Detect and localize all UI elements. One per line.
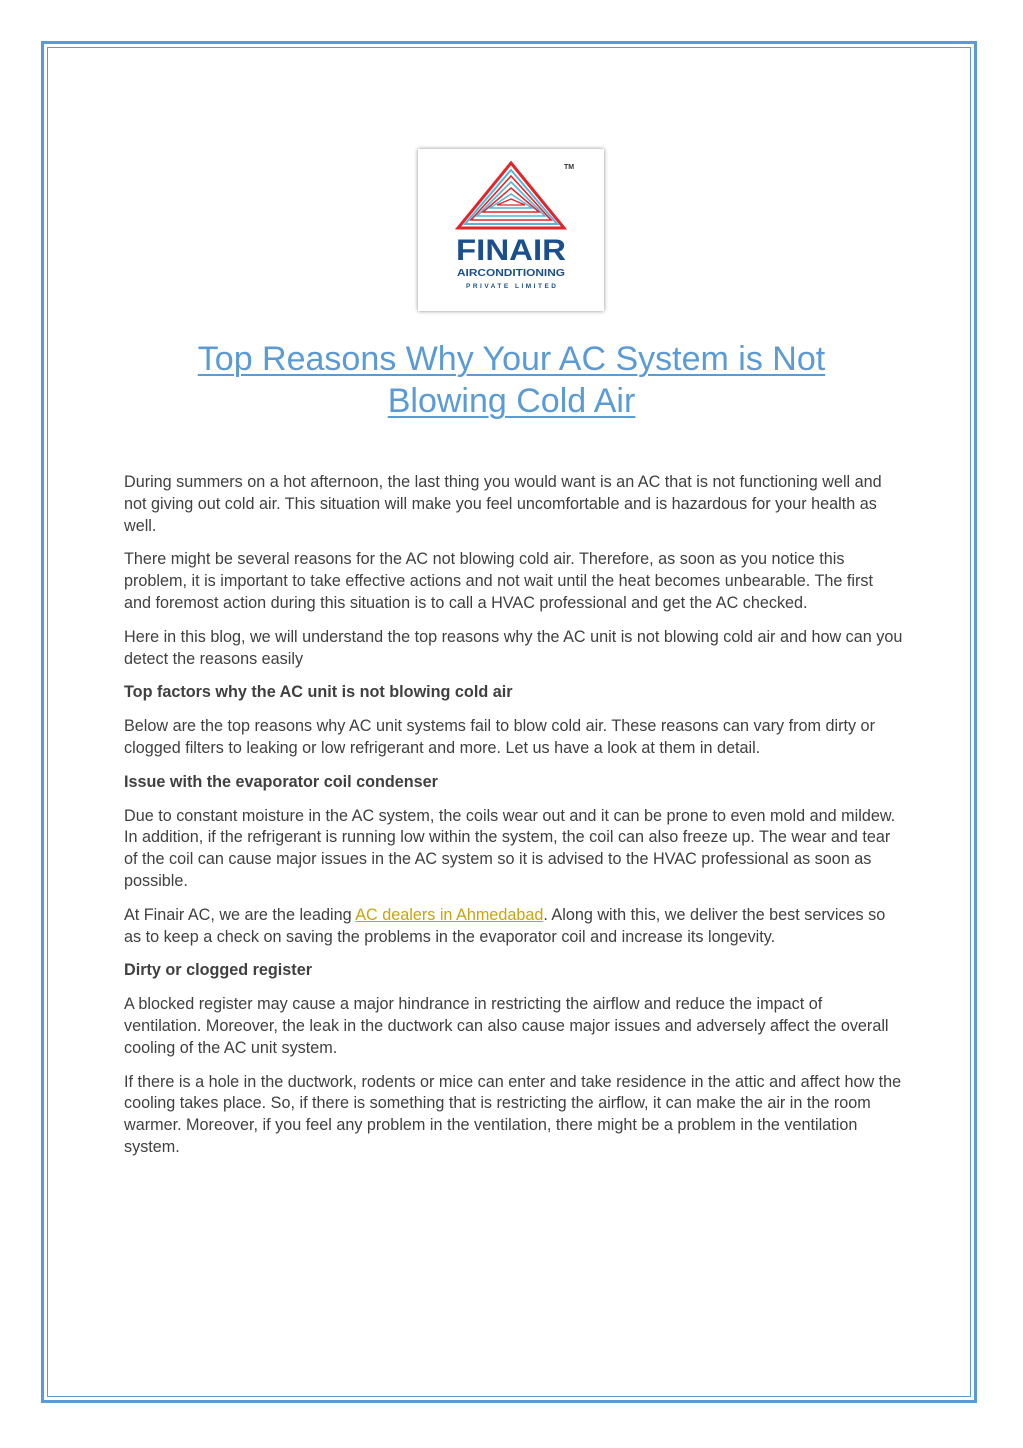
heading-dirty-register: Dirty or clogged register <box>124 961 312 980</box>
trademark-text: TM <box>564 164 575 171</box>
finair-text-before: At Finair AC, we are the leading <box>124 905 356 924</box>
paragraph-intro: During summers on a hot afternoon, the last thing you would want is an AC that is not functioning well and not giving out cold air. This situation will make you feel uncomfortable and is hazardous for your health as well. <box>124 473 882 535</box>
logo-line1-text: AIRCONDITIONING <box>457 268 566 279</box>
ac-dealers-link[interactable]: AC dealers in Ahmedabad <box>355 905 544 924</box>
paragraph-evaporator-coil: Due to constant moisture in the AC system, the coils wear out and it can be prone to even mold and mildew. In addition, if the refrigerant is running low within the system, the coil can also freeze up. The wear and tear of the coil can cause major issues in the AC system so it is advised to the HVAC professional as soon as possible. <box>124 806 896 890</box>
finair-text-after: . Along with this, we deliver the best services so as to keep a check on saving the problems in the evaporator coil and increase its longevity. <box>124 905 886 946</box>
paragraph-blocked-register: A blocked register may cause a major hindrance in restricting the airflow and reduce the impact of ventilation. Moreover, the leak in the ductwork can also cause major issues and adversely affect the overall cooling of the AC unit system. <box>124 995 889 1057</box>
article-title <box>124 338 899 422</box>
paragraph-blog-intro: Here in this blog, we will understand the top reasons why the AC unit is not blowing cold air and how can you detect the reasons easily <box>124 627 903 668</box>
logo-brand-text: FINAIR <box>456 234 567 267</box>
logo-line2-text: PRIVATE LIMITED <box>466 283 556 290</box>
finair-logo-icon <box>418 149 604 311</box>
article-body <box>124 472 904 1159</box>
paragraph-top-reasons: Below are the top reasons why AC unit systems fail to blow cold air. These reasons can vary from dirty or clogged filters to leaking or low refrigerant and more. Let us have a look at them in detail. <box>124 717 875 757</box>
paragraph-reasons: There might be several reasons for the AC not blowing cold air. Therefore, as soon as you notice this problem, it is important to take effective actions and not wait until the heat becomes unbearable. The first and foremost action during this situation is to call a HVAC professional and get the AC checked. <box>124 550 873 612</box>
article-title-line2: Blowing Cold Air <box>387 382 636 420</box>
paragraph-ductwork: If there is a hole in the ductwork, rodents or mice can enter and take residence in the attic and affect how the cooling takes place. So, if there is something that is restricting the airflow, it can make the air in the room warmer. Moreover, if you feel any problem in the ventilation, there might be a problem in the ventilation system. <box>124 1072 902 1156</box>
article-title-line1: Top Reasons Why Your AC System is Not <box>197 340 826 378</box>
company-logo <box>418 149 604 311</box>
paragraph-finair <box>124 905 904 949</box>
heading-top-factors: Top factors why the AC unit is not blowing cold air <box>124 683 513 702</box>
heading-evaporator-coil: Issue with the evaporator coil condenser <box>124 772 438 791</box>
